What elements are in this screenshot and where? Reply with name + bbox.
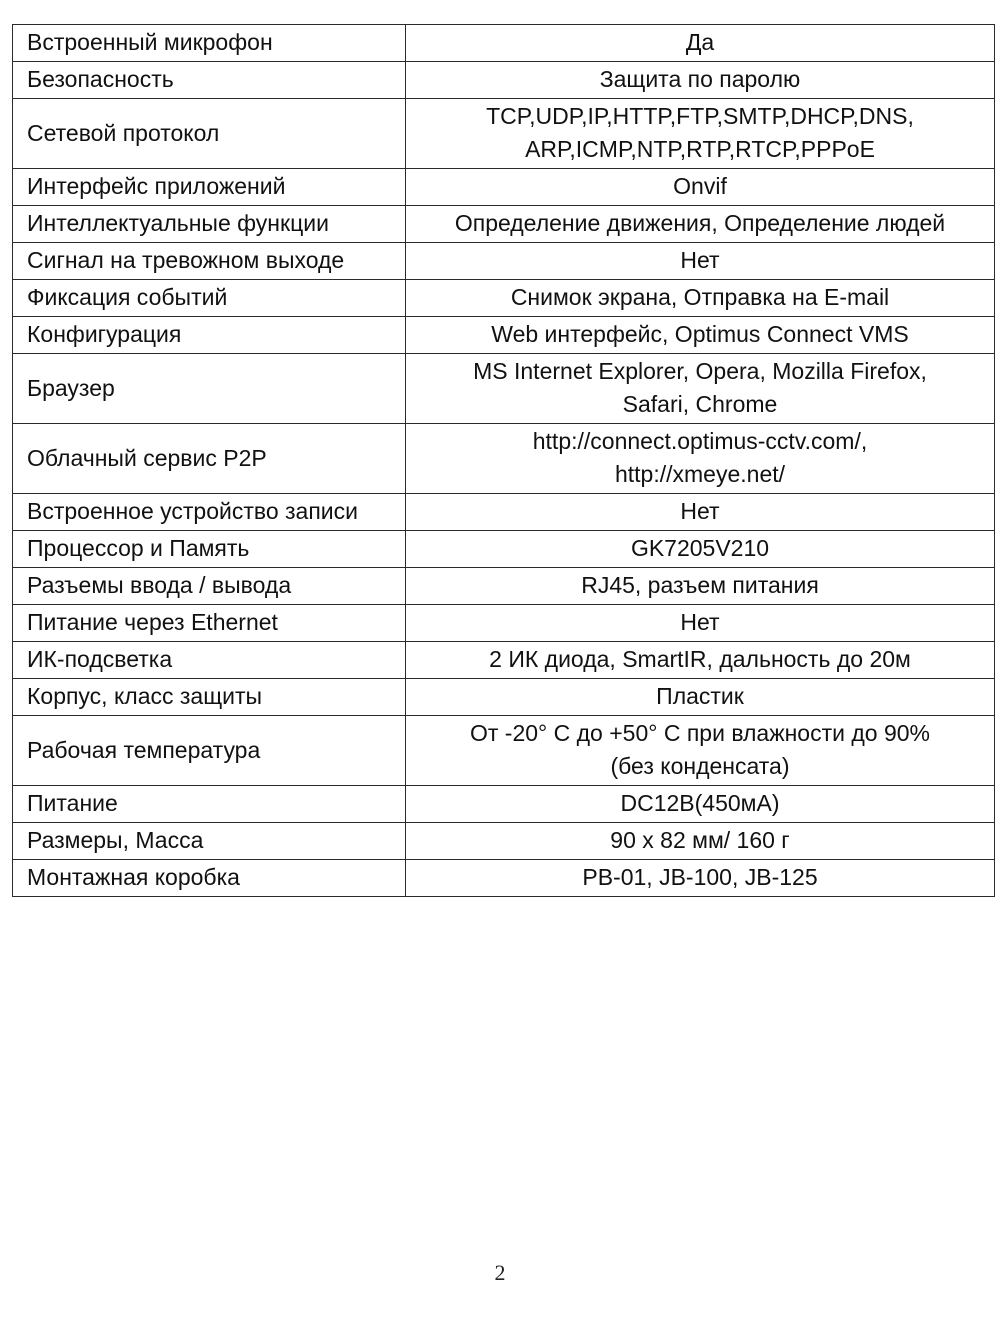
spec-label: Размеры, Масса [13,823,406,860]
spec-value [406,99,995,169]
spec-value [406,169,995,206]
spec-value-line: Нет [680,498,720,524]
table-row [13,280,995,317]
spec-label: Сигнал на тревожном выходе [13,243,406,280]
spec-label: Облачный сервис P2P [13,424,406,494]
spec-value [406,642,995,679]
spec-value [406,786,995,823]
spec-value [406,605,995,642]
table-row [13,494,995,531]
spec-label: Конфигурация [13,317,406,354]
spec-label: Встроенное устройство записи [13,494,406,531]
spec-table-body [13,25,995,897]
spec-label: Сетевой протокол [13,99,406,169]
page-number: 2 [494,1260,506,1285]
table-row [13,786,995,823]
table-row [13,62,995,99]
spec-value-line: Нет [680,247,720,273]
spec-value [406,62,995,99]
spec-value-line: Web интерфейс, Optimus Connect VMS [491,321,909,347]
table-row [13,531,995,568]
spec-value-line: Пластик [656,683,744,709]
spec-value-line: TCP,UDP,IP,HTTP,FTP,SMTP,DHCP,DNS, [486,103,914,129]
spec-value [406,679,995,716]
spec-value [406,531,995,568]
table-row [13,716,995,786]
table-row [13,860,995,897]
spec-value-line: Определение движения, Определение людей [454,210,946,236]
table-row [13,642,995,679]
table-row [13,823,995,860]
spec-value-line: PB-01, JB-100, JB-125 [582,864,818,890]
spec-value-line: ARP,ICMP,NTP,RTP,RTCP,PPPoE [525,136,875,162]
table-row [13,317,995,354]
spec-label: ИК-подсветка [13,642,406,679]
spec-value [406,823,995,860]
spec-label: Браузер [13,354,406,424]
spec-label: Разъемы ввода / вывода [13,568,406,605]
spec-value-line: Снимок экрана, Отправка на E-mail [510,284,890,310]
spec-label: Интеллектуальные функции [13,206,406,243]
spec-label: Питание через Ethernet [13,605,406,642]
spec-value [406,424,995,494]
spec-label: Безопасность [13,62,406,99]
spec-value-line: (без конденсата) [610,753,790,779]
spec-value-line: http://xmeye.net/ [614,461,786,487]
table-row [13,25,995,62]
spec-label: Процессор и Память [13,531,406,568]
spec-value [406,860,995,897]
table-row [13,243,995,280]
table-row [13,354,995,424]
spec-value [406,494,995,531]
table-row [13,169,995,206]
spec-value [406,206,995,243]
spec-value-line: GK7205V210 [630,535,770,561]
spec-table [12,24,995,897]
table-row [13,206,995,243]
spec-value [406,568,995,605]
spec-label: Встроенный микрофон [13,25,406,62]
spec-label: Питание [13,786,406,823]
spec-label: Рабочая температура [13,716,406,786]
spec-value-line: 2 ИК диода, SmartIR, дальность до 20м [489,646,911,672]
table-row [13,568,995,605]
spec-value [406,25,995,62]
spec-value [406,243,995,280]
table-row [13,424,995,494]
spec-value-line: От -20° С до +50° С при влажности до 90% [469,720,931,746]
spec-label: Интерфейс приложений [13,169,406,206]
spec-value [406,280,995,317]
spec-value-line: Защита по паролю [599,66,801,92]
spec-label: Монтажная коробка [13,860,406,897]
table-row [13,99,995,169]
spec-value-line: 90 х 82 мм/ 160 г [610,827,790,853]
spec-value-line: Safari, Chrome [622,391,778,417]
spec-value-line: http://connect.optimus-cctv.com/, [532,428,868,454]
spec-value-line: Да [685,29,715,55]
spec-value [406,354,995,424]
spec-value-line: RJ45, разъем питания [581,572,819,598]
spec-value-line: DC12В(450мА) [620,790,780,816]
table-row [13,605,995,642]
spec-value-line: Нет [680,609,720,635]
spec-value [406,317,995,354]
spec-value [406,716,995,786]
spec-label: Корпус, класс защиты [13,679,406,716]
table-row [13,679,995,716]
spec-label: Фиксация событий [13,280,406,317]
spec-value-line: MS Internet Explorer, Opera, Mozilla Firefox, [473,358,927,384]
spec-value-line: Onvif [673,173,727,199]
